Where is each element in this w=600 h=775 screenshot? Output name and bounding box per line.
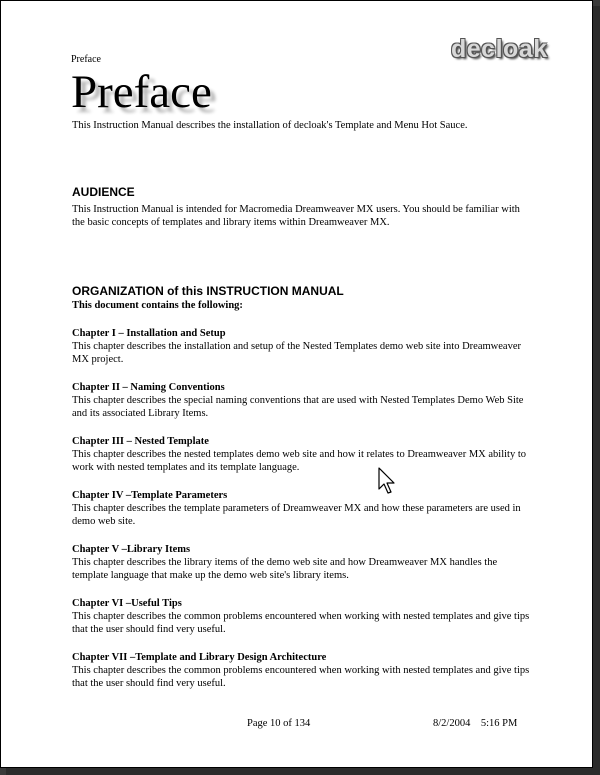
chapter-title: Chapter VI –Useful Tips — [72, 598, 182, 609]
chapter-description: This chapter describes the installation and setup of the Nested Templates demo web site into Dreamweaver MX project. — [72, 341, 521, 365]
mouse-pointer-icon — [378, 467, 398, 497]
chapter-entry — [72, 543, 532, 582]
chapter-description: This chapter describes the common problems encountered when working with nested templates and give tips that the user should find very useful. — [72, 611, 530, 635]
chapter-entry — [72, 651, 532, 690]
chapter-description: This chapter describes the special naming conventions that are used with Nested Templates Demo Web Site and its associated Library Items. — [72, 395, 524, 419]
chapter-description: This chapter describes the common problems encountered when working with nested templates and give tips that the user should find very useful. — [72, 665, 530, 689]
chapter-entry — [72, 489, 532, 528]
chapter-description: This chapter describes the template parameters of Dreamweaver MX and how these parameters are used in demo web site. — [72, 503, 521, 527]
chapter-entry — [72, 435, 532, 474]
footer-datetime: 8/2/2004 5:16 PM — [433, 718, 518, 729]
chapter-title: Chapter III – Nested Template — [72, 436, 209, 447]
chapter-title: Chapter VII –Template and Library Design Architecture — [72, 652, 327, 663]
page-number: Page 10 of 134 — [247, 718, 311, 729]
running-header: Preface — [71, 54, 101, 65]
organization-subheading: This document contains the following: — [72, 300, 243, 311]
audience-text: This Instruction Manual is intended for Macromedia Dreamweaver MX users. You should be familiar with the basic concepts of templates and library items within Dreamweaver MX. — [72, 204, 520, 228]
page-title: Preface — [71, 66, 212, 118]
chapter-description: This chapter describes the library items of the demo web site and how Dreamweaver MX handles the template language that make up the demo web site's library items. — [72, 557, 498, 581]
audience-heading: AUDIENCE — [72, 185, 135, 199]
chapter-title: Chapter V –Library Items — [72, 544, 191, 555]
brand-logo: decloak — [451, 35, 548, 63]
page-shadow-bottom — [6, 768, 600, 775]
chapter-entry — [72, 381, 532, 420]
chapter-title: Chapter II – Naming Conventions — [72, 382, 225, 393]
chapter-title: Chapter I – Installation and Setup — [72, 328, 226, 339]
intro-text: This Instruction Manual describes the installation of decloak's Template and Menu Hot Sauce. — [72, 120, 468, 131]
organization-heading: ORGANIZATION of this INSTRUCTION MANUAL — [72, 284, 344, 298]
chapter-title: Chapter IV –Template Parameters — [72, 490, 228, 501]
page-shadow-right — [593, 6, 600, 775]
chapter-entry — [72, 327, 532, 366]
chapter-description: This chapter describes the nested templates demo web site and how it relates to Dreamweaver MX ability to work with nested templates and its template language. — [72, 449, 526, 473]
chapter-entry — [72, 597, 532, 636]
